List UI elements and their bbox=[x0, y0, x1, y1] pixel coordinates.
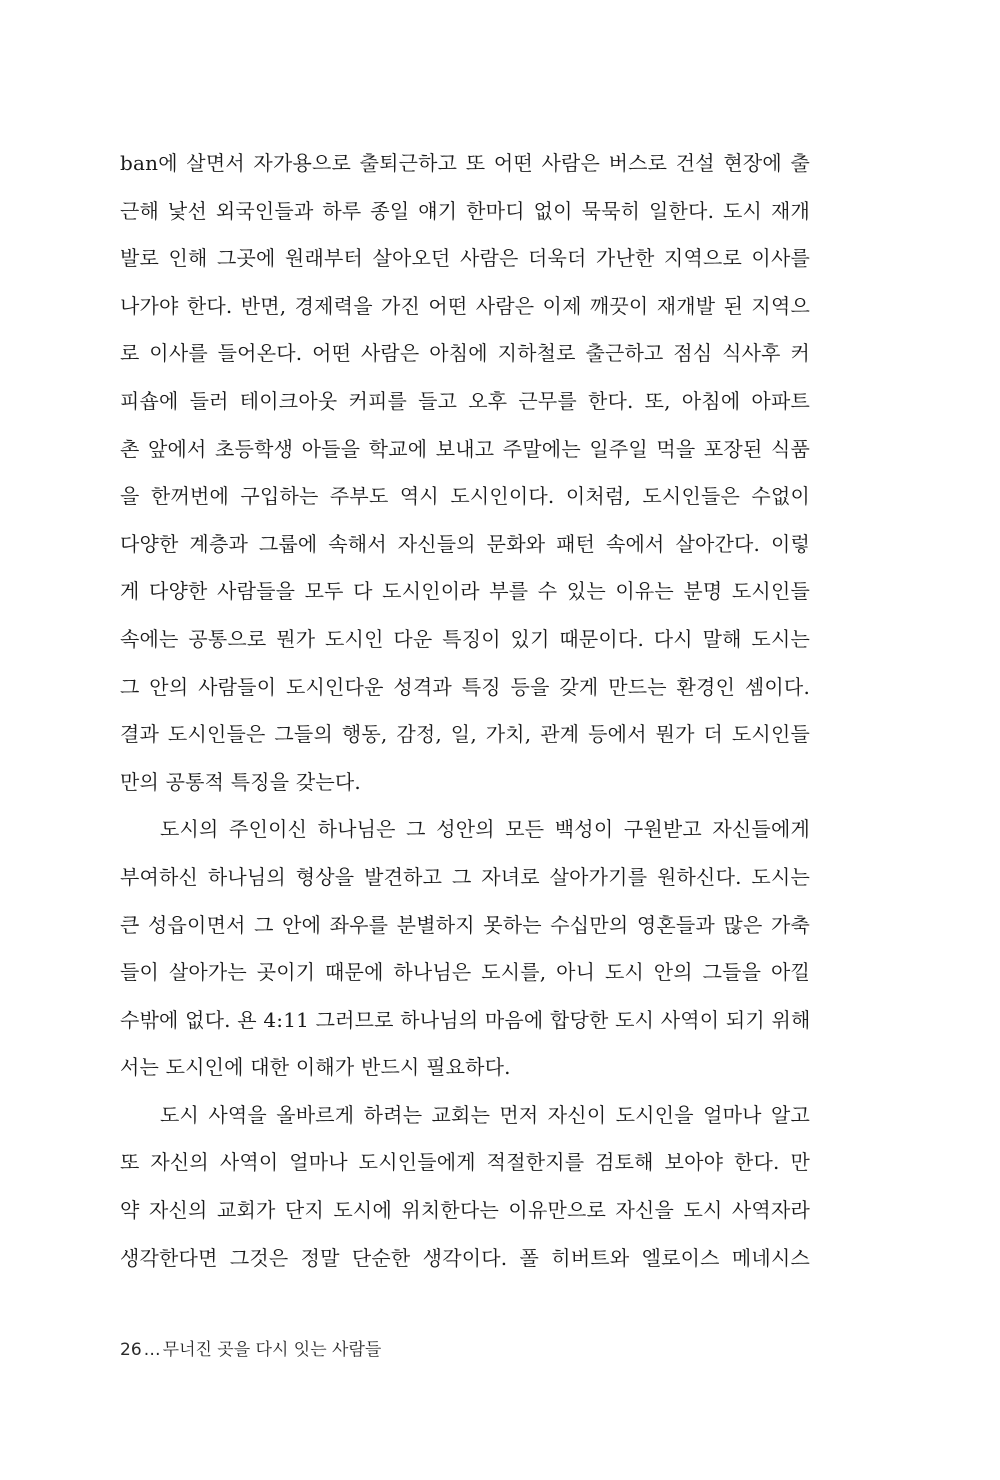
footer-separator: … bbox=[143, 1340, 161, 1360]
text-line: 그 안의 사람들이 도시인다운 성격과 특징 등을 갖게 만드는 환경인 셈이다. bbox=[120, 674, 810, 699]
text-line: 도시 사역을 올바르게 하려는 교회는 먼저 자신이 도시인을 얼마나 알고 bbox=[160, 1102, 810, 1127]
paragraph bbox=[120, 140, 810, 806]
text-line: 큰 성읍이면서 그 안에 좌우를 분별하지 못하는 수십만의 영혼들과 많은 가축 bbox=[120, 912, 810, 937]
page-number: 26 bbox=[120, 1340, 142, 1360]
text-line: ban에 살면서 자가용으로 출퇴근하고 또 어떤 사람은 버스로 건설 현장에 출 bbox=[120, 151, 810, 175]
text-line: 결과 도시인들은 그들의 행동, 감정, 일, 가치, 관계 등에서 뭔가 더 도시인들 bbox=[120, 722, 810, 747]
text-line: 나가야 한다. 반면, 경제력을 가진 어떤 사람은 이제 깨끗이 재개발 된 지역으 bbox=[120, 293, 810, 318]
text-line: 속에는 공통으로 뭔가 도시인 다운 특징이 있기 때문이다. 다시 말해 도시는 bbox=[120, 626, 810, 651]
text-line: 생각한다면 그것은 정말 단순한 생각이다. 폴 히버트와 엘로이스 메네시스 bbox=[120, 1245, 810, 1270]
text-line: 서는 도시인에 대한 이해가 반드시 필요하다. bbox=[120, 1055, 511, 1080]
text-line: 다양한 계층과 그룹에 속해서 자신들의 문화와 패턴 속에서 살아간다. 이렇 bbox=[120, 531, 810, 556]
page-footer bbox=[120, 1338, 381, 1362]
text-line: 만의 공통적 특징을 갖는다. bbox=[120, 769, 361, 794]
text-line: 근해 낯선 외국인들과 하루 종일 얘기 한마디 없이 묵묵히 일한다. 도시 재개 bbox=[120, 198, 810, 223]
paragraph bbox=[120, 806, 810, 1092]
text-line: 수밖에 없다. 욘 4:11 그러므로 하나님의 마음에 합당한 도시 사역이 되기 위해 bbox=[120, 1007, 810, 1032]
text-line: 로 이사를 들어온다. 어떤 사람은 아침에 지하철로 출근하고 점심 식사후 커 bbox=[120, 341, 810, 366]
paragraph bbox=[120, 1092, 810, 1282]
text-line: 부여하신 하나님의 형상을 발견하고 그 자녀로 살아가기를 원하신다. 도시는 bbox=[120, 864, 810, 889]
text-line: 게 다양한 사람들을 모두 다 도시인이라 부를 수 있는 이유는 분명 도시인들 bbox=[120, 579, 810, 604]
text-line: 약 자신의 교회가 단지 도시에 위치한다는 이유만으로 자신을 도시 사역자라 bbox=[120, 1198, 810, 1223]
text-line: 도시의 주인이신 하나님은 그 성안의 모든 백성이 구원받고 자신들에게 bbox=[160, 817, 810, 842]
text-line: 을 한꺼번에 구입하는 주부도 역시 도시인이다. 이처럼, 도시인들은 수없이 bbox=[120, 484, 810, 509]
body-text bbox=[120, 140, 810, 1282]
text-line: 촌 앞에서 초등학생 아들을 학교에 보내고 주말에는 일주일 먹을 포장된 식품 bbox=[120, 436, 810, 461]
book-title: 무너진 곳을 다시 잇는 사람들 bbox=[162, 1340, 382, 1360]
text-line: 들이 살아가는 곳이기 때문에 하나님은 도시를, 아니 도시 안의 그들을 아낄 bbox=[120, 960, 810, 985]
text-line: 또 자신의 사역이 얼마나 도시인들에게 적절한지를 검토해 보아야 한다. 만 bbox=[120, 1150, 810, 1175]
text-line: 피숍에 들러 테이크아웃 커피를 들고 오후 근무를 한다. 또, 아침에 아파트 bbox=[120, 388, 810, 413]
text-line: 발로 인해 그곳에 원래부터 살아오던 사람은 더욱더 가난한 지역으로 이사를 bbox=[120, 246, 810, 271]
